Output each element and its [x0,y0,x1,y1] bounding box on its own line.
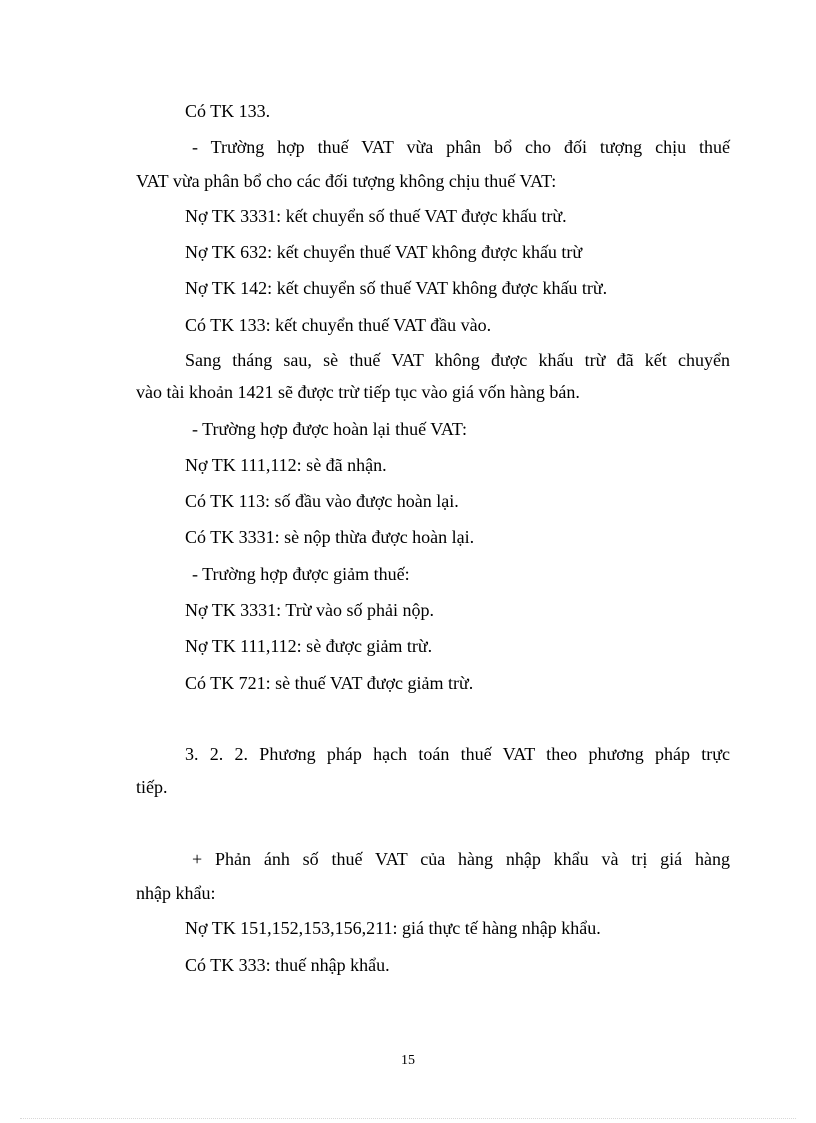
text-line: - Trường hợp thuế VAT vừa phân bổ cho đối tượng chịu thuế [192,137,730,157]
text-line: + Phản ánh số thuế VAT của hàng nhập khẩu và trị giá hàng [192,849,730,869]
text-line: Nợ TK 151,152,153,156,211: giá thực tế hàng nhập khẩu. [185,918,601,938]
text-line: Nợ TK 111,112: sè đã nhận. [185,455,387,475]
text-line: Sang tháng sau, sè thuế VAT không được khấu trừ đã kết chuyển [185,350,730,370]
page-bottom-divider [20,1118,796,1119]
text-line: vào tài khoản 1421 sẽ được trừ tiếp tục vào giá vốn hàng bán. [136,382,580,402]
text-line: Có TK 133: kết chuyển thuế VAT đầu vào. [185,315,492,335]
text-line: Nợ TK 142: kết chuyển số thuế VAT không được khấu trừ. [185,278,608,298]
text-line: Có TK 3331: sè nộp thừa được hoàn lại. [185,527,475,547]
page-number: 15 [401,1053,415,1068]
text-line: Nợ TK 111,112: sè được giảm trừ. [185,636,433,656]
text-line: Nợ TK 632: kết chuyển thuế VAT không được khấu trừ [185,242,583,262]
text-line: VAT vừa phân bổ cho các đối tượng không chịu thuế VAT: [136,171,557,191]
text-line: nhập khẩu: [136,883,216,903]
section-heading-continued: tiếp. [136,777,168,797]
text-line: Nợ TK 3331: Trừ vào số phải nộp. [185,600,434,620]
text-line: Có TK 721: sè thuế VAT được giảm trừ. [185,673,474,693]
text-line: Có TK 133. [185,101,271,121]
text-line: Nợ TK 3331: kết chuyển số thuế VAT được khấu trừ. [185,206,567,226]
text-line: Có TK 333: thuế nhập khẩu. [185,955,390,975]
text-line: Có TK 113: số đầu vào được hoàn lại. [185,491,459,511]
section-heading: 3. 2. 2. Phương pháp hạch toán thuế VAT theo phương pháp trực [185,744,730,764]
text-line: - Trường hợp được hoàn lại thuế VAT: [192,419,468,439]
text-line: - Trường hợp được giảm thuế: [192,564,410,584]
